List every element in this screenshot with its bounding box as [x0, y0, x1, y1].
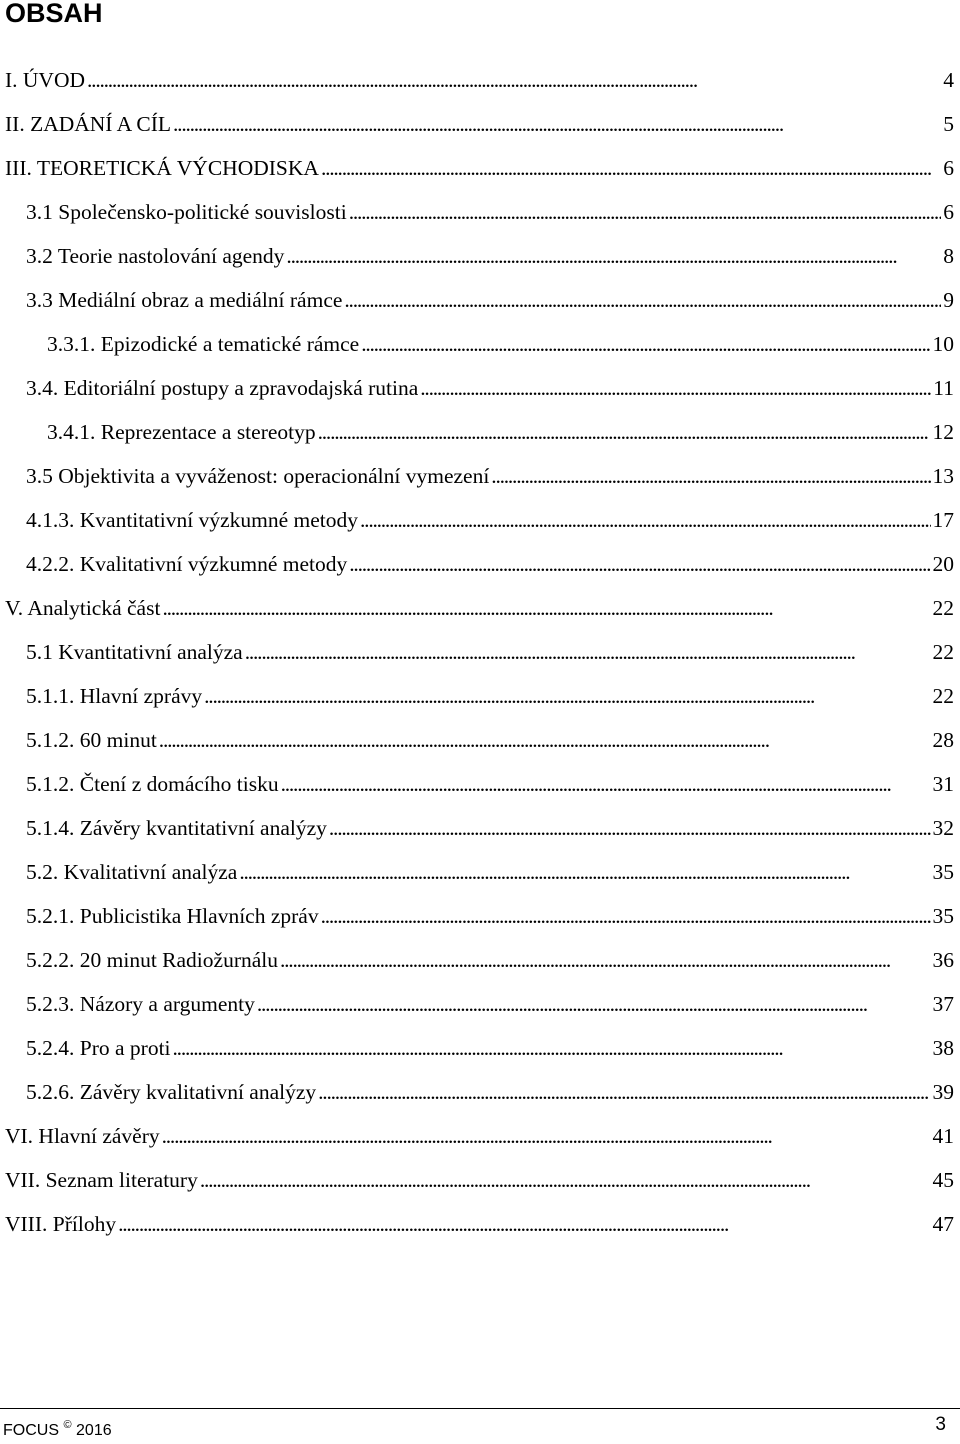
- toc-entry-page: 47: [932, 1212, 954, 1236]
- toc-dot-leader: [318, 1070, 930, 1114]
- toc-entry-title: VIII. Přílohy: [5, 1212, 117, 1236]
- toc-dot-leader: [173, 1026, 931, 1070]
- toc-dot-leader: [361, 322, 930, 366]
- toc-entry[interactable]: [0, 894, 960, 938]
- toc-dot-leader: [257, 982, 931, 1026]
- toc-dot-leader: [491, 454, 930, 498]
- toc-dot-leader: [349, 542, 930, 586]
- toc-entry[interactable]: [0, 762, 960, 806]
- toc-entry-title: 3.3.1. Epizodické a tematické rámce: [47, 332, 360, 356]
- toc-entry[interactable]: [0, 806, 960, 850]
- toc-dot-leader: [245, 630, 931, 674]
- toc-entry[interactable]: [0, 630, 960, 674]
- toc-entry[interactable]: [0, 146, 960, 190]
- toc-entry-page: 28: [932, 728, 954, 752]
- toc-entry-title: 3.4. Editoriální postupy a zpravodajská rutina: [26, 376, 419, 400]
- toc-entry-page: 35: [932, 860, 954, 884]
- toc-dot-leader: [118, 1202, 930, 1246]
- toc-entry-title: 5.2.4. Pro a proti: [26, 1036, 171, 1060]
- toc-entry[interactable]: [0, 454, 960, 498]
- toc-entry-page: 22: [932, 640, 954, 664]
- toc-entry-page: 20: [932, 552, 954, 576]
- toc-entry-page: 38: [932, 1036, 954, 1060]
- toc-entry-title: 3.3 Mediální obraz a mediální rámce: [26, 288, 343, 312]
- toc-dot-leader: [200, 1158, 931, 1202]
- toc-entry-page: 35: [932, 904, 954, 928]
- toc-entry[interactable]: [0, 718, 960, 762]
- toc-entry-title: 5.1.1. Hlavní zprávy: [26, 684, 203, 708]
- toc-entry-page: 22: [932, 596, 954, 620]
- toc-entry[interactable]: [0, 1026, 960, 1070]
- toc-dot-leader: [329, 806, 931, 850]
- toc-entry-page: 13: [932, 464, 954, 488]
- toc-entry-title: I. ÚVOD: [5, 68, 86, 92]
- footer-brand: FOCUS: [3, 1422, 59, 1439]
- toc-dot-leader: [318, 410, 931, 454]
- toc-dot-leader: [159, 718, 931, 762]
- toc-entry-title: VII. Seznam literatury: [5, 1168, 198, 1192]
- table-of-contents: [0, 58, 960, 1246]
- toc-entry-page: 36: [932, 948, 954, 972]
- toc-dot-leader: [162, 1114, 931, 1158]
- toc-entry-page: 6: [943, 156, 954, 180]
- toc-entry[interactable]: [0, 674, 960, 718]
- toc-entry-title: 5.2.6. Závěry kvalitativní analýzy: [26, 1080, 317, 1104]
- toc-entry[interactable]: [0, 102, 960, 146]
- page-footer: [3, 1412, 946, 1439]
- toc-entry-page: 39: [932, 1080, 954, 1104]
- toc-entry-title: II. ZADÁNÍ A CÍL: [5, 112, 172, 136]
- toc-entry-page: 11: [933, 376, 954, 400]
- toc-entry[interactable]: [0, 322, 960, 366]
- toc-entry-title: 4.1.3. Kvantitativní výzkumné metody: [26, 508, 359, 532]
- toc-entry-page: 41: [932, 1124, 954, 1148]
- toc-dot-leader: [204, 674, 930, 718]
- toc-entry-title: 4.2.2. Kvalitativní výzkumné metody: [26, 552, 348, 576]
- toc-entry-title: V. Analytická část: [5, 596, 161, 620]
- toc-entry[interactable]: [0, 410, 960, 454]
- toc-entry-page: 31: [932, 772, 954, 796]
- toc-entry-title: 3.1 Společensko-politické souvislosti: [26, 200, 347, 224]
- toc-dot-leader: [321, 894, 931, 938]
- toc-entry-page: 22: [932, 684, 954, 708]
- toc-entry-title: VI. Hlavní závěry: [5, 1124, 160, 1148]
- toc-entry[interactable]: [0, 1070, 960, 1114]
- toc-entry-page: 5: [943, 112, 954, 136]
- toc-entry-title: 5.2.2. 20 minut Radiožurnálu: [26, 948, 278, 972]
- toc-entry-page: 17: [932, 508, 954, 532]
- toc-entry-title: 5.2. Kvalitativní analýza: [26, 860, 238, 884]
- toc-entry[interactable]: [0, 498, 960, 542]
- toc-entry[interactable]: [0, 366, 960, 410]
- toc-entry-page: 12: [932, 420, 954, 444]
- toc-entry-title: 3.4.1. Reprezentace a stereotyp: [47, 420, 316, 444]
- toc-entry-page: 6: [943, 200, 954, 224]
- toc-dot-leader: [286, 234, 941, 278]
- toc-entry-title: 5.2.3. Názory a argumenty: [26, 992, 255, 1016]
- toc-dot-leader: [420, 366, 931, 410]
- toc-entry-page: 8: [943, 244, 954, 268]
- toc-dot-leader: [344, 278, 941, 322]
- footer-copyright: [3, 1412, 112, 1444]
- toc-entry-page: 37: [932, 992, 954, 1016]
- toc-entry[interactable]: [0, 850, 960, 894]
- toc-entry[interactable]: [0, 190, 960, 234]
- toc-entry-page: 45: [932, 1168, 954, 1192]
- toc-entry-page: 4: [943, 68, 954, 92]
- toc-entry[interactable]: [0, 278, 960, 322]
- toc-entry[interactable]: [0, 58, 960, 102]
- toc-dot-leader: [162, 586, 930, 630]
- toc-entry[interactable]: [0, 938, 960, 982]
- toc-entry-title: 5.2.1. Publicistika Hlavních zpráv: [26, 904, 319, 928]
- toc-entry-title: III. TEORETICKÁ VÝCHODISKA: [5, 156, 319, 180]
- toc-entry-title: 5.1 Kvantitativní analýza: [26, 640, 243, 664]
- toc-entry-page: 9: [943, 288, 954, 312]
- toc-dot-leader: [87, 58, 941, 102]
- toc-dot-leader: [280, 938, 931, 982]
- page-title: OBSAH: [5, 0, 103, 28]
- toc-dot-leader: [321, 146, 941, 190]
- toc-entry[interactable]: [0, 542, 960, 586]
- toc-entry-title: 5.1.2. 60 minut: [26, 728, 157, 752]
- toc-entry-title: 5.1.2. Čtení z domácího tisku: [26, 772, 279, 796]
- toc-entry[interactable]: [0, 1114, 960, 1158]
- footer-year: 2016: [76, 1422, 112, 1439]
- toc-dot-leader: [239, 850, 930, 894]
- page-number: 3: [935, 1414, 946, 1435]
- toc-entry-page: 32: [932, 816, 954, 840]
- toc-entry[interactable]: [0, 586, 960, 630]
- toc-entry[interactable]: [0, 982, 960, 1026]
- toc-entry[interactable]: [0, 1202, 960, 1246]
- toc-entry-page: 10: [932, 332, 954, 356]
- toc-dot-leader: [281, 762, 931, 806]
- toc-entry-title: 3.2 Teorie nastolování agendy: [26, 244, 285, 268]
- toc-entry-title: 5.1.4. Závěry kvantitativní analýzy: [26, 816, 327, 840]
- toc-entry[interactable]: [0, 234, 960, 278]
- toc-dot-leader: [349, 190, 942, 234]
- toc-entry-title: 3.5 Objektivita a vyváženost: operacionální vymezení: [26, 464, 490, 488]
- copyright-icon: ©: [63, 1419, 72, 1431]
- toc-dot-leader: [173, 102, 941, 146]
- toc-dot-leader: [360, 498, 930, 542]
- toc-entry[interactable]: [0, 1158, 960, 1202]
- footer-divider: [0, 1408, 960, 1409]
